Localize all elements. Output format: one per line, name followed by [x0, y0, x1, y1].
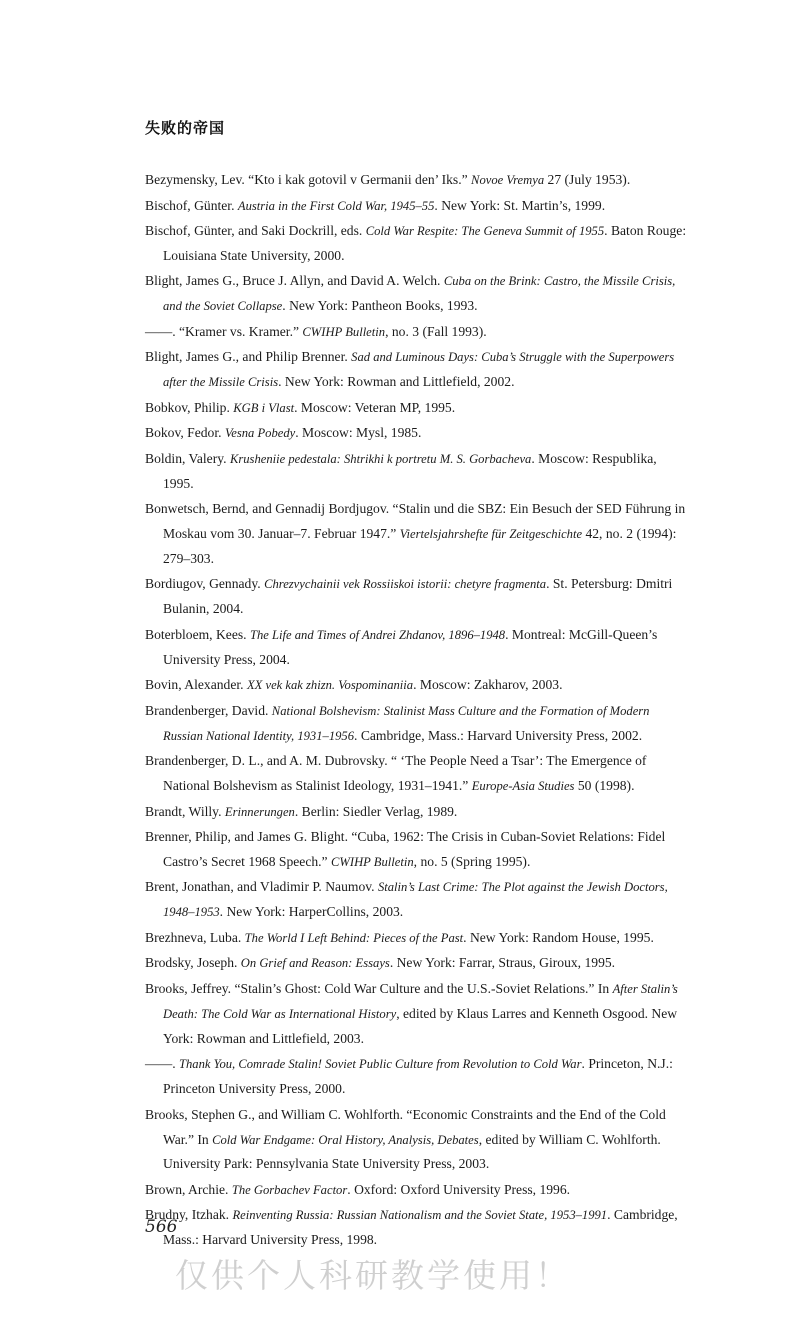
entry-title: On Grief and Reason: Essays	[240, 956, 390, 971]
entry-title: Reinventing Russia: Russian Nationalism and the Soviet State, 1953–1991	[232, 1208, 608, 1223]
entry-title: Chrezvychainii vek Rossiiskoi istorii: chetyre fragmenta	[264, 577, 547, 592]
entry-title: The Life and Times of Andrei Zhdanov, 1896–1948	[249, 627, 506, 642]
bibliography-entry	[145, 194, 690, 219]
entry-author-text: Brent, Jonathan, and Vladimir P. Naumov.	[145, 879, 378, 895]
entry-author-text: Boterbloem, Kees.	[145, 626, 250, 642]
entry-publication-text: . Berlin: Siedler Verlag, 1989.	[294, 803, 458, 819]
bibliography-list	[145, 168, 690, 1254]
bibliography-entry	[145, 749, 690, 799]
entry-publication-text: . Princeton, N.J.: Princeton University Press, 2000.	[163, 1056, 673, 1097]
bibliography-entry	[145, 421, 690, 446]
entry-author-text: Brudny, Itzhak.	[145, 1207, 233, 1223]
entry-publication-text: 50 (1998).	[574, 778, 635, 794]
running-head: 失败的帝国	[145, 119, 226, 137]
entry-publication-text: , no. 5 (Spring 1995).	[413, 853, 531, 869]
bibliography-entry	[145, 951, 690, 976]
bibliography-entry	[145, 1178, 690, 1203]
bibliography-entry	[145, 825, 690, 875]
entry-title: CWIHP Bulletin	[302, 324, 386, 339]
bibliography-entry	[145, 497, 690, 572]
entry-publication-text: , edited by Klaus Larres and Kenneth Osgood. New York: Rowman and Littlefield, 2003.	[163, 1005, 678, 1046]
entry-author-text: Bordiugov, Gennady.	[145, 576, 265, 592]
entry-author-text: Brenner, Philip, and James G. Blight. “Cuba, 1962: The Crisis in Cuban-Soviet Relations: Fidel Castro’s Secret 1968 Speech.”	[145, 829, 666, 869]
entry-title: XX vek kak zhizn. Vospominaniia	[246, 678, 414, 693]
entry-author-text: Bonwetsch, Bernd, and Gennadij Bordjugov. “Stalin und die SBZ: Ein Besuch der SED Führung in Moskau vom 30. Januar–7. Februar 1947.”	[145, 501, 686, 542]
entry-publication-text: . New York: Pantheon Books, 1993.	[282, 298, 478, 314]
bibliography-entry	[145, 320, 690, 345]
entry-title: Stalin’s Last Crime: The Plot against the Jewish Doctors, 1948–1953	[163, 880, 668, 920]
entry-title: Krusheniie pedestala: Shtrikhi k portretu M. S. Gorbacheva	[229, 451, 532, 466]
entry-publication-text: 42, no. 2 (1994): 279–303.	[163, 526, 677, 566]
entry-author-text: Brooks, Stephen G., and William C. Wohlforth. “Economic Constraints and the End of the Cold War.” In	[145, 1106, 666, 1147]
entry-publication-text: . Montreal: McGill-Queen’s University Press, 2004.	[163, 626, 658, 667]
entry-author-text: Blight, James G., and Philip Brenner.	[145, 349, 352, 365]
entry-author-text: Blight, James G., Bruce J. Allyn, and David A. Welch.	[145, 273, 444, 289]
entry-publication-text: . New York: Random House, 1995.	[463, 929, 654, 945]
entry-author-text: Bischof, Günter, and Saki Dockrill, eds.	[145, 223, 366, 238]
entry-author-text: Brooks, Jeffrey. “Stalin’s Ghost: Cold War Culture and the U.S.-Soviet Relations.” In	[145, 980, 613, 996]
entry-author-text: Bokov, Fedor.	[145, 425, 225, 441]
bibliography-entry	[145, 977, 690, 1052]
bibliography-entry	[145, 168, 690, 193]
entry-title: Viertelsjahrshefte für Zeitgeschichte	[399, 527, 583, 542]
entry-title: National Bolshevism: Stalinist Mass Culture and the Formation of Modern Russian National Identity, 1931–1956	[163, 703, 650, 743]
bibliography-entry	[145, 447, 690, 497]
entry-publication-text: . St. Petersburg: Dmitri Bulanin, 2004.	[163, 576, 673, 617]
entry-author-text: Brandenberger, D. L., and A. M. Dubrovsky. “ ‘The People Need a Tsar’: The Emergence of National Bolshevism as Stalinist Ideology, 1931–1941.”	[145, 753, 647, 794]
entry-publication-text: . Moscow: Zakharov, 2003.	[413, 677, 563, 693]
entry-title: Vesna Pobedy	[224, 426, 296, 441]
bibliography-entry	[145, 926, 690, 951]
entry-title: Cuba on the Brink: Castro, the Missile Crisis, and the Soviet Collapse	[163, 274, 676, 314]
bibliography-entry	[145, 1103, 690, 1178]
entry-title: Thank You, Comrade Stalin! Soviet Public Culture from Revolution to Cold War	[178, 1057, 582, 1072]
entry-title: The World I Left Behind: Pieces of the Past	[244, 930, 464, 945]
entry-title: CWIHP Bulletin	[331, 854, 414, 869]
entry-title: Europe-Asia Studies	[471, 779, 575, 794]
entry-publication-text: . New York: Farrar, Straus, Giroux, 1995.	[389, 955, 616, 971]
entry-author-text: Brandenberger, David.	[145, 702, 272, 718]
entry-publication-text: . Moscow: Mysl, 1985.	[295, 425, 422, 441]
bibliography-entry	[145, 572, 690, 622]
bibliography-entry	[145, 345, 690, 395]
bibliography-entry	[145, 623, 690, 673]
entry-title: Novoe Vremya	[471, 173, 545, 187]
entry-author-text: Brandt, Willy.	[145, 803, 225, 819]
entry-author-text: Boldin, Valery.	[145, 450, 230, 466]
entry-title: Austria in the First Cold War, 1945–55	[237, 198, 435, 213]
entry-publication-text: 27 (July 1953).	[544, 172, 631, 187]
entry-author-text: Bezymensky, Lev. “Kto i kak gotovil v Germanii den’ Iks.”	[145, 172, 472, 187]
entry-publication-text: . New York: St. Martin’s, 1999.	[434, 197, 606, 213]
entry-publication-text: . Moscow: Veteran MP, 1995.	[294, 399, 456, 415]
bibliography-entry	[145, 800, 690, 825]
entry-publication-text: . Cambridge, Mass.: Harvard University Press, 1998.	[163, 1207, 678, 1248]
entry-author-text: Bobkov, Philip.	[145, 399, 234, 415]
watermark: 仅供个人科研教学使用！	[175, 1256, 571, 1295]
entry-publication-text: , no. 3 (Fall 1993).	[385, 323, 487, 339]
entry-publication-text: . Baton Rouge: Louisiana State University, 2000.	[163, 223, 687, 263]
entry-author-text: ——.	[145, 1056, 179, 1072]
entry-author-text: Brezhneva, Luba.	[145, 929, 245, 945]
entry-title: Erinnerungen	[224, 804, 295, 819]
entry-publication-text: . New York: Rowman and Littlefield, 2002.	[278, 374, 515, 390]
bibliography-entry	[145, 1052, 690, 1102]
entry-publication-text: , edited by William C. Wohlforth. University Park: Pennsylvania State University Press, 2003.	[163, 1131, 661, 1172]
entry-publication-text: . Cambridge, Mass.: Harvard University Press, 2002.	[354, 727, 643, 743]
entry-title: The Gorbachev Factor	[231, 1182, 348, 1197]
entry-title: Sad and Luminous Days: Cuba’s Struggle with the Superpowers after the Missile Crisis	[163, 350, 675, 390]
entry-author-text: ——. “Kramer vs. Kramer.”	[145, 323, 303, 339]
bibliography-entry	[145, 219, 690, 269]
entry-author-text: Brown, Archie.	[145, 1181, 232, 1197]
entry-author-text: Bovin, Alexander.	[145, 677, 247, 693]
bibliography-entry	[145, 699, 690, 749]
entry-title: After Stalin’s Death: The Cold War as International History	[163, 981, 678, 1021]
entry-publication-text: . Oxford: Oxford University Press, 1996.	[347, 1181, 571, 1197]
entry-title: Cold War Respite: The Geneva Summit of 1955	[365, 224, 605, 238]
entry-author-text: Brodsky, Joseph.	[145, 955, 241, 971]
bibliography-entry	[145, 396, 690, 421]
bibliography-entry	[145, 1203, 690, 1253]
bibliography-entry	[145, 269, 690, 319]
bibliography-entry	[145, 875, 690, 925]
entry-title: Cold War Endgame: Oral History, Analysis, Debates	[212, 1132, 479, 1147]
entry-title: KGB i Vlast	[233, 400, 295, 415]
entry-publication-text: . New York: HarperCollins, 2003.	[219, 904, 404, 920]
page-number: 566	[145, 1217, 178, 1237]
bibliography-entry	[145, 673, 690, 698]
entry-author-text: Bischof, Günter.	[145, 197, 238, 213]
entry-publication-text: . Moscow: Respublika, 1995.	[163, 450, 657, 491]
